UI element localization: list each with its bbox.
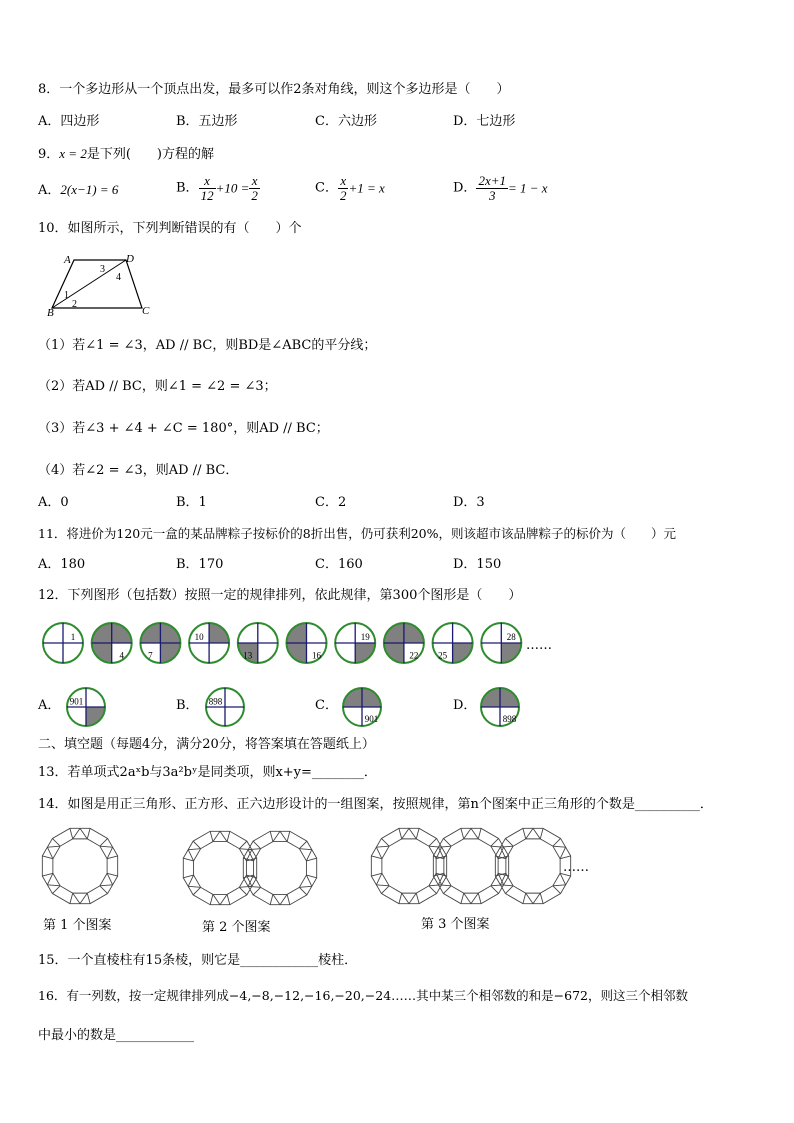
q11-option-d[interactable]: D．150 bbox=[453, 557, 502, 572]
q11-option-c[interactable]: C．160 bbox=[315, 557, 363, 572]
q9-option-d[interactable]: D． $\frac{2x+1}{3}$ = 1 − x bbox=[453, 173, 548, 203]
q12-sequence-circle bbox=[43, 623, 83, 663]
q14-stem: 14．如图是用正三角形、正方形、正六边形设计的一组图案，按照规律，第n个图案中正三角形的个数是__________． bbox=[38, 797, 713, 812]
q14-ellipsis: …… bbox=[563, 860, 589, 875]
q9-option-b[interactable]: B． $\frac{x}{12}$ +10 = $\frac{x}{2}$ bbox=[176, 173, 258, 203]
q12-option-a-label[interactable]: A． bbox=[38, 698, 61, 713]
q10-label-A: A bbox=[64, 254, 71, 266]
q8-stem: 8．一个多边形从一个顶点出发，最多可以作2条对角线，则这个多边形是（ ） bbox=[38, 82, 510, 97]
q14-caption-1: 第 1 个图案 bbox=[43, 918, 112, 933]
q12-stem: 12．下列图形（包括数）按照一定的规律排列，依此规律，第300个图形是（ ） bbox=[38, 588, 522, 603]
q12-option-circles bbox=[0, 685, 560, 729]
section-2-heading: 二、填空题（每题4分，满分20分，将答案填在答题纸上） bbox=[38, 737, 375, 752]
q12-option-b-circle bbox=[206, 688, 244, 726]
q14-pattern-2-left bbox=[183, 831, 256, 904]
q8-option-c[interactable]: C．六边形 bbox=[315, 114, 377, 129]
q12-sequence-circle bbox=[433, 623, 473, 663]
q10-trapezoid-figure bbox=[44, 250, 164, 320]
circle-number: 4 bbox=[119, 650, 124, 661]
q10-statement-2: （2）若AD // BC，则∠1 = ∠2 = ∠3； bbox=[38, 379, 277, 394]
q14-pattern-3-a bbox=[371, 828, 446, 903]
q13-stem: 13．若单项式2aˣb与3a²bʸ是同类项，则x+y=________． bbox=[38, 765, 377, 780]
q10-label-B: B bbox=[47, 307, 54, 319]
q10-stem: 10．如图所示，下列判断错误的有（ ）个 bbox=[38, 221, 302, 236]
q12-sequence-circle bbox=[140, 623, 180, 663]
q9-stem: 9．x = 2是下列( )方程的解 bbox=[38, 146, 214, 162]
q12-sequence-circle bbox=[238, 623, 278, 663]
circle-number: 16 bbox=[312, 650, 321, 661]
q10-statement-4: （4）若∠2 = ∠3，则AD // BC． bbox=[38, 463, 239, 478]
q12-sequence-circle bbox=[92, 623, 132, 663]
q11-option-a[interactable]: A．180 bbox=[38, 557, 86, 572]
q12-sequence-circle bbox=[335, 623, 375, 663]
q12-sequence-circle bbox=[384, 623, 424, 663]
circle-number: 10 bbox=[194, 632, 204, 642]
circle-number: 1 bbox=[70, 632, 76, 642]
q14-pattern-2-right bbox=[243, 831, 316, 904]
q10-statement-3: （3）若∠3 + ∠4 + ∠C = 180°，则AD // BC； bbox=[38, 421, 329, 436]
q10-option-a[interactable]: A．0 bbox=[38, 495, 69, 510]
q12-ellipsis: …… bbox=[526, 638, 552, 653]
q16-line-1: 16．有一列数，按一定规律排列成−4,−8,−12,−16,−20,−24……其中某三个相邻数的和是−672，则这三个相邻数 bbox=[38, 988, 688, 1003]
q14-caption-2: 第 2 个图案 bbox=[202, 920, 271, 935]
q10-angle-4: 4 bbox=[116, 272, 121, 283]
q12-sequence-circle bbox=[481, 623, 521, 663]
q14-caption-3: 第 3 个图案 bbox=[421, 917, 490, 932]
circle-number: 19 bbox=[360, 632, 370, 642]
q10-option-d[interactable]: D．3 bbox=[453, 495, 485, 510]
q16-line-2: 中最小的数是____________ bbox=[38, 1028, 195, 1043]
q12-option-b-label[interactable]: B． bbox=[176, 698, 199, 713]
q10-option-b[interactable]: B．1 bbox=[176, 495, 207, 510]
q10-option-c[interactable]: C．2 bbox=[315, 495, 347, 510]
q10-angle-2: 2 bbox=[72, 299, 77, 310]
q14-pattern-3-c bbox=[495, 828, 570, 903]
q14-pattern-1 bbox=[42, 828, 117, 903]
q8-option-a[interactable]: A．四边形 bbox=[38, 114, 100, 129]
q10-label-D: D bbox=[126, 253, 134, 265]
circle-number: 898 bbox=[502, 713, 517, 724]
q12-option-d-circle bbox=[481, 688, 519, 726]
q12-sequence-circle bbox=[189, 623, 229, 663]
circle-number: 901 bbox=[69, 696, 84, 707]
q10-label-C: C bbox=[142, 305, 150, 317]
q12-sequence-circle bbox=[287, 623, 327, 663]
circle-number: 901 bbox=[364, 713, 379, 724]
q12-option-c-circle bbox=[343, 688, 381, 726]
circle-number: 22 bbox=[409, 650, 419, 661]
q12-circle-sequence bbox=[40, 620, 540, 666]
circle-number: 25 bbox=[438, 650, 448, 661]
q12-option-c-label[interactable]: C． bbox=[315, 698, 338, 713]
circle-number: 898 bbox=[208, 696, 223, 707]
q11-stem: 11．将进价为120元一盒的某品牌粽子按标价的8折出售，仍可获利20%，则该超市该品牌粽子的标价为（ ）元 bbox=[38, 526, 677, 541]
q12-option-a-circle bbox=[67, 688, 105, 726]
q14-pattern-figures bbox=[30, 822, 590, 914]
q9-option-a[interactable]: A．2(x−1) = 6 bbox=[38, 182, 119, 198]
q10-statement-1: （1）若∠1 = ∠3，AD // BC，则BD是∠ABC的平分线； bbox=[38, 338, 377, 353]
q10-angle-1: 1 bbox=[64, 290, 69, 301]
q8-option-d[interactable]: D．七边形 bbox=[453, 114, 516, 129]
circle-number: 28 bbox=[506, 632, 516, 642]
q14-pattern-3-b bbox=[433, 828, 508, 903]
q10-angle-3: 3 bbox=[100, 264, 105, 275]
q9-option-c[interactable]: C． $\frac{x}{2}$ +1 = x bbox=[315, 173, 385, 203]
q12-option-d-label[interactable]: D． bbox=[453, 698, 477, 713]
circle-number: 7 bbox=[148, 650, 153, 661]
q15-stem: 15．一个直棱柱有15条棱，则它是____________棱柱． bbox=[38, 953, 358, 968]
circle-number: 13 bbox=[243, 650, 253, 661]
q11-option-b[interactable]: B．170 bbox=[176, 557, 224, 572]
q8-option-b[interactable]: B．五边形 bbox=[176, 114, 238, 129]
